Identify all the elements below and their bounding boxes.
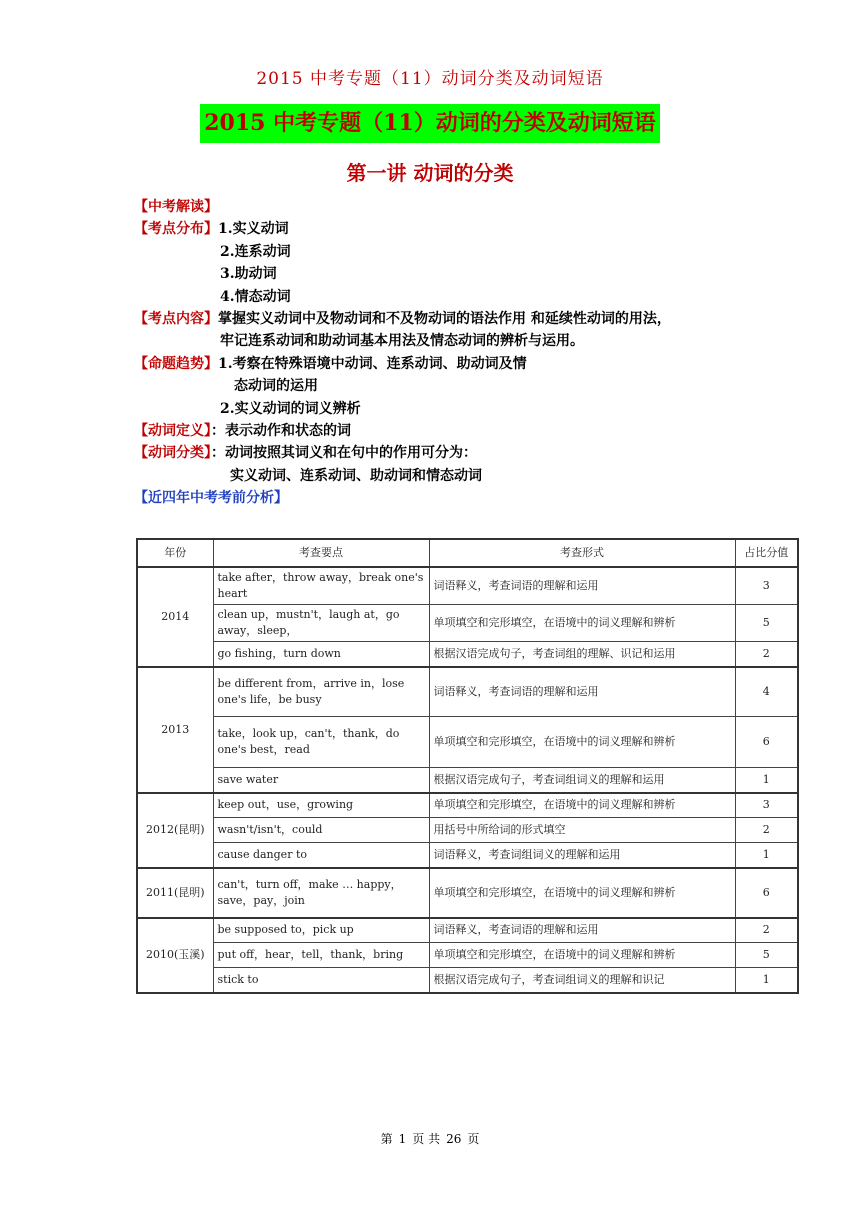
- score-cell: 6: [735, 868, 798, 918]
- points-item: 4.情态动词: [220, 288, 291, 305]
- reading-label: 【中考解读】: [134, 199, 218, 215]
- table-row: [137, 642, 798, 667]
- point-cell: keep out，use，growing: [213, 793, 429, 818]
- intro-content: [134, 196, 774, 509]
- exam-analysis-table: [136, 538, 799, 994]
- points-line: [134, 263, 774, 285]
- trend-label: 【命题趋势】: [134, 355, 218, 372]
- year-cell: 2013: [137, 667, 213, 793]
- table-row: [137, 968, 798, 993]
- point-cell: wasn't/isn't，could: [213, 818, 429, 843]
- form-cell: 单项填空和完形填空，在语境中的词义理解和辨析: [429, 605, 735, 642]
- points-item: 1.实义动词: [218, 221, 289, 238]
- points-label: 【考点分布】: [134, 221, 218, 238]
- analysis-line: [134, 487, 774, 509]
- table-row: [137, 793, 798, 818]
- table-row: [137, 667, 798, 717]
- trend-line: [134, 375, 774, 397]
- content-line: [134, 308, 774, 330]
- year-cell: 2012(昆明): [137, 793, 213, 868]
- content-text: 牢记连系动词和助动词基本用法及情态动词的辨析与运用。: [220, 333, 584, 350]
- points-line: [134, 218, 774, 240]
- footer-page-number: 1: [398, 1132, 407, 1146]
- classification-label: 【动词分类】: [134, 445, 211, 462]
- form-cell: 单项填空和完形填空，在语境中的词义理解和辨析: [429, 943, 735, 968]
- trend-text: 1.考察在特殊语境中动词、连系动词、助动词及情: [218, 355, 527, 372]
- classification-line: [134, 465, 774, 487]
- content-label: 【考点内容】: [134, 310, 218, 327]
- point-cell: cause danger to: [213, 843, 429, 868]
- score-cell: 1: [735, 768, 798, 793]
- score-cell: 1: [735, 968, 798, 993]
- point-cell: stick to: [213, 968, 429, 993]
- points-item: 2.连系动词: [220, 243, 291, 260]
- form-cell: 单项填空和完形填空，在语境中的词义理解和辨析: [429, 793, 735, 818]
- table-row: [137, 818, 798, 843]
- content-line: [134, 330, 774, 352]
- definition-text: ：表示动作和状态的词: [211, 422, 351, 439]
- point-cell: can't，turn off，make … happy，save，pay，join: [213, 868, 429, 918]
- score-cell: 2: [735, 918, 798, 943]
- score-cell: 6: [735, 717, 798, 768]
- trend-line: [134, 398, 774, 420]
- points-item: 3.助动词: [220, 266, 277, 283]
- form-cell: 词语释义，考查词组词义的理解和运用: [429, 843, 735, 868]
- score-cell: 3: [735, 793, 798, 818]
- year-cell: 2010(玉溪): [137, 918, 213, 993]
- definition-label: 【动词定义】: [134, 422, 211, 439]
- table-row: [137, 567, 798, 605]
- year-cell: 2014: [137, 567, 213, 667]
- score-cell: 1: [735, 843, 798, 868]
- form-cell: 单项填空和完形填空，在语境中的词义理解和辨析: [429, 868, 735, 918]
- points-line: [134, 241, 774, 263]
- score-cell: 5: [735, 943, 798, 968]
- header-form: 考查形式: [429, 539, 735, 567]
- header-year: 年份: [137, 539, 213, 567]
- form-cell: 根据汉语完成句子，考查词组词义的理解和运用: [429, 768, 735, 793]
- table-row: [137, 868, 798, 918]
- footer-total-pages: 26: [446, 1132, 462, 1146]
- point-cell: save water: [213, 768, 429, 793]
- definition-line: [134, 420, 774, 442]
- table-row: [137, 943, 798, 968]
- running-header: 2015 中考专题（11）动词分类及动词短语: [256, 69, 604, 89]
- analysis-label: 【近四年中考考前分析】: [134, 490, 288, 507]
- point-cell: clean up，mustn't，laugh at，go away，sleep，: [213, 605, 429, 642]
- table-row: [137, 717, 798, 768]
- trend-text: 2.实义动词的词义辨析: [220, 400, 361, 417]
- main-title-wrap: [0, 104, 860, 143]
- form-cell: 词语释义，考查词语的理解和运用: [429, 567, 735, 605]
- footer-suffix: 页: [467, 1132, 480, 1146]
- classification-text: ：动词按照其词义和在句中的作用可分为：: [211, 445, 477, 462]
- form-cell: 单项填空和完形填空，在语境中的词义理解和辨析: [429, 717, 735, 768]
- points-line: [134, 286, 774, 308]
- footer-prefix: 第: [380, 1132, 393, 1146]
- lecture-title: 第一讲 动词的分类: [346, 161, 514, 185]
- table-row: [137, 605, 798, 642]
- score-cell: 2: [735, 818, 798, 843]
- table-row: [137, 768, 798, 793]
- point-cell: go fishing，turn down: [213, 642, 429, 667]
- classification-text: 实义动词、连系动词、助动词和情态动词: [230, 467, 482, 484]
- point-cell: take，look up，can't，thank，do one's best，read: [213, 717, 429, 768]
- content-text: 掌握实义动词中及物动词和不及物动词的语法作用 和延续性动词的用法，: [218, 310, 671, 327]
- table-row: [137, 918, 798, 943]
- score-cell: 3: [735, 567, 798, 605]
- trend-text: 态动词的运用: [234, 378, 318, 395]
- score-cell: 2: [735, 642, 798, 667]
- main-title: 2015 中考专题（11）动词的分类及动词短语: [200, 104, 660, 143]
- point-cell: be supposed to，pick up: [213, 918, 429, 943]
- form-cell: 词语释义，考查词语的理解和运用: [429, 918, 735, 943]
- table-header-row: [137, 539, 798, 567]
- year-cell: 2011(昆明): [137, 868, 213, 918]
- point-cell: put off，hear，tell，thank，bring: [213, 943, 429, 968]
- footer-mid: 页 共: [412, 1132, 441, 1146]
- form-cell: 根据汉语完成句子，考查词组词义的理解和识记: [429, 968, 735, 993]
- reading-line: [134, 196, 774, 218]
- score-cell: 5: [735, 605, 798, 642]
- form-cell: 词语释义，考查词语的理解和运用: [429, 667, 735, 717]
- classification-line: [134, 442, 774, 464]
- point-cell: be different from，arrive in，lose one's life，be busy: [213, 667, 429, 717]
- form-cell: 用括号中所给词的形式填空: [429, 818, 735, 843]
- trend-line: [134, 353, 774, 375]
- score-cell: 4: [735, 667, 798, 717]
- header-score: 占比分值: [735, 539, 798, 567]
- header-point: 考查要点: [213, 539, 429, 567]
- table-row: [137, 843, 798, 868]
- form-cell: 根据汉语完成句子，考查词组的理解、识记和运用: [429, 642, 735, 667]
- point-cell: take after，throw away，break one's heart: [213, 567, 429, 605]
- page-footer: [0, 1130, 860, 1147]
